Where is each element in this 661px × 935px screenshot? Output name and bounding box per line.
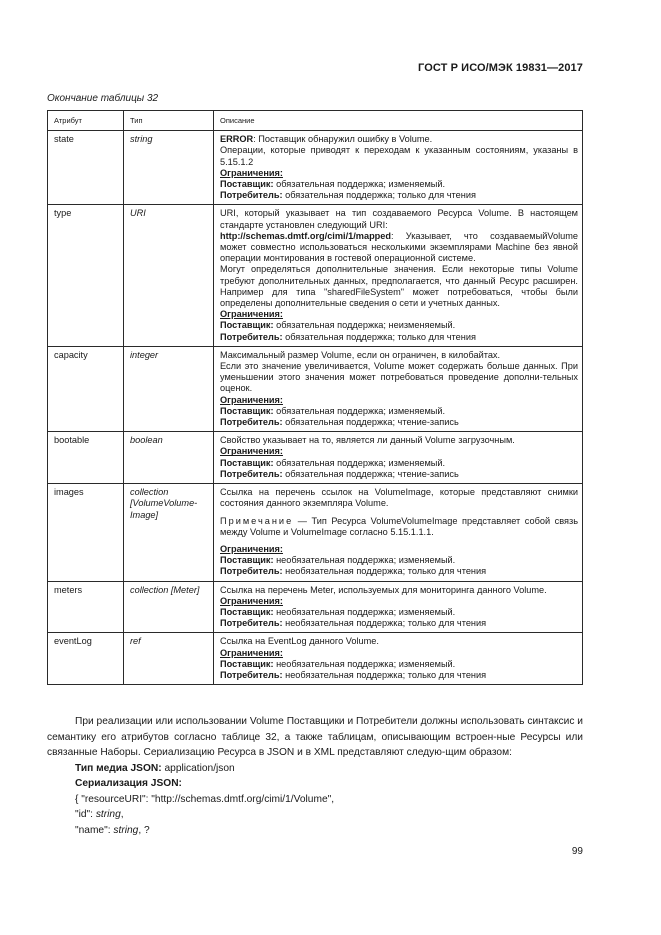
code-end: , <box>120 809 124 820</box>
note-text: — Тип Ресурса VolumeVolumeImage представляет собой связь между Volume и VolumeImage согласно 5.15.1.1.1. <box>220 515 578 537</box>
desc-cell <box>214 205 583 346</box>
code-key: "name": <box>75 824 114 836</box>
type-cell: ref <box>124 633 214 685</box>
attr-cell: meters <box>48 581 124 633</box>
standard-header: ГОСТ Р ИСО/МЭК 19831—2017 <box>418 62 583 74</box>
desc-text: : Указывает, что создаваемыйVolume может совместно использоваться несколькими экземплярами Machine без явной операции монтирования в гостевой операционной системе. <box>220 230 578 264</box>
constraints-label: Ограничения: <box>220 647 283 658</box>
type-cell: URI <box>124 205 214 346</box>
note-label: Примечание <box>220 515 294 526</box>
attr-cell: state <box>48 131 124 205</box>
table-row <box>48 633 583 685</box>
body-text <box>47 714 583 838</box>
error-label: ERROR <box>220 134 254 145</box>
consumer-label: Потребитель: <box>220 669 283 680</box>
header-type: Тип <box>124 111 214 131</box>
provider-label: Поставщик: <box>220 179 274 190</box>
provider-value: обязательная поддержка; изменяемый. <box>273 179 446 190</box>
table-row <box>48 205 583 346</box>
code-line <box>47 823 583 839</box>
uri-value: http://schemas.dmtf.org/cimi/1/mapped <box>220 230 392 241</box>
provider-label: Поставщик: <box>220 555 274 566</box>
provider-value: необязательная поддержка; изменяемый. <box>273 658 456 669</box>
attr-cell: images <box>48 484 124 581</box>
table-row <box>48 484 583 581</box>
desc-text: Если это значение увеличивается, Volume может содержать больше данных. При уменьшении этого значения может потребоваться проведение дополни-тельных оценок. <box>220 361 578 394</box>
table-row <box>48 432 583 484</box>
code-line: { "resourceURI": "http://schemas.dmtf.org/cimi/1/Volume", <box>75 793 335 805</box>
provider-value: необязательная поддержка; изменяемый. <box>273 555 456 566</box>
type-cell: string <box>124 131 214 205</box>
desc-text: Ссылка на перечень ссылок на VolumeImage, которые представляют снимки состояния данного экземпляра Volume. <box>220 487 578 509</box>
provider-label: Поставщик: <box>220 320 274 331</box>
consumer-label: Потребитель: <box>220 331 283 342</box>
type-cell: integer <box>124 346 214 431</box>
code-line <box>47 807 583 823</box>
type-cell: collection [VolumeVolume-Image] <box>124 484 214 581</box>
header-description: Описание <box>214 111 583 131</box>
desc-cell <box>214 131 583 205</box>
desc-text: Операции, которые приводят к переходам к указанным состояниям, указаны в 5.15.1.2 <box>220 145 578 167</box>
constraints-label: Ограничения: <box>220 595 283 606</box>
header-attribute: Атрибут <box>48 111 124 131</box>
desc-text: Могут определяться дополнительные значения. Если некоторые типы Volume требуют дополнительных данных, предполагается, что данный Ресурс расширен. Например для типа "sharedFileSystem" может потребоваться, чтобы были определены дополнительные сведения о сети и учетных данных. <box>220 264 578 309</box>
consumer-value: необязательная поддержка; только для чтения <box>282 566 487 577</box>
consumer-value: обязательная поддержка; чтение-запись <box>282 468 459 479</box>
desc-text: Свойство указывает на то, является ли данный Volume загрузочным. <box>220 435 515 446</box>
code-type: string <box>113 824 139 836</box>
consumer-label: Потребитель: <box>220 468 283 479</box>
code-type: string <box>95 809 121 820</box>
provider-value: обязательная поддержка; изменяемый. <box>273 457 446 468</box>
table-caption: Окончание таблицы 32 <box>47 93 159 104</box>
consumer-value: обязательная поддержка; только для чтения <box>282 190 476 201</box>
attr-cell: type <box>48 205 124 346</box>
desc-text: Ссылка на EventLog данного Volume. <box>220 636 379 647</box>
desc-text: Максимальный размер Volume, если он ограничен, в килобайтах. <box>220 349 501 360</box>
desc-cell <box>214 484 583 581</box>
provider-label: Поставщик: <box>220 658 274 669</box>
desc-cell <box>214 346 583 431</box>
media-type-label: Тип медиа JSON: <box>75 762 162 774</box>
media-type-value: application/json <box>161 762 235 774</box>
body-paragraph: При реализации или использовании Volume Поставщики и Потребители должны использовать синтаксис и семантику его атрибутов согласно таблице 32, а также таблицам, описывающим встроен-ные Ресурсы или связанные Наборы. Сериализацию Ресурса в JSON и в XML представляют следую-щим образом: <box>47 716 583 758</box>
type-cell: collection [Meter] <box>124 581 214 633</box>
constraints-label: Ограничения: <box>220 446 283 457</box>
desc-text: : Поставщик обнаружил ошибку в Volume. <box>253 134 433 145</box>
provider-label: Поставщик: <box>220 457 274 468</box>
consumer-value: обязательная поддержка; только для чтения <box>282 331 476 342</box>
serialization-label: Сериализация JSON: <box>75 778 182 789</box>
consumer-label: Потребитель: <box>220 190 283 201</box>
constraints-label: Ограничения: <box>220 394 283 405</box>
consumer-value: обязательная поддержка; чтение-запись <box>282 417 459 428</box>
provider-value: необязательная поддержка; изменяемый. <box>273 606 456 617</box>
attr-cell: capacity <box>48 346 124 431</box>
desc-cell <box>214 581 583 633</box>
attr-cell: eventLog <box>48 633 124 685</box>
constraints-label: Ограничения: <box>220 309 283 320</box>
provider-value: обязательная поддержка; изменяемый. <box>273 405 446 416</box>
desc-text: URI, который указывает на тип создаваемого Ресурса Volume. В настоящем стандарте установлен следующий URI: <box>220 208 578 230</box>
table-row <box>48 346 583 431</box>
consumer-label: Потребитель: <box>220 618 283 629</box>
desc-text: Ссылка на перечень Meter, используемых для мониторинга данного Volume. <box>220 584 547 595</box>
consumer-value: необязательная поддержка; только для чтения <box>282 669 487 680</box>
provider-value: обязательная поддержка; неизменяемый. <box>273 320 456 331</box>
consumer-value: необязательная поддержка; только для чтения <box>282 618 487 629</box>
attributes-table <box>47 110 583 685</box>
code-key: "id": <box>75 809 96 820</box>
desc-cell <box>214 633 583 685</box>
page-number: 99 <box>571 846 583 857</box>
table-row <box>48 581 583 633</box>
attr-cell: bootable <box>48 432 124 484</box>
table-row <box>48 131 583 205</box>
constraints-label: Ограничения: <box>220 543 283 554</box>
consumer-label: Потребитель: <box>220 566 283 577</box>
table-header-row <box>48 111 583 131</box>
provider-label: Поставщик: <box>220 606 274 617</box>
consumer-label: Потребитель: <box>220 417 283 428</box>
provider-label: Поставщик: <box>220 405 274 416</box>
constraints-label: Ограничения: <box>220 167 283 178</box>
code-end: , ? <box>138 824 150 836</box>
type-cell: boolean <box>124 432 214 484</box>
desc-cell <box>214 432 583 484</box>
